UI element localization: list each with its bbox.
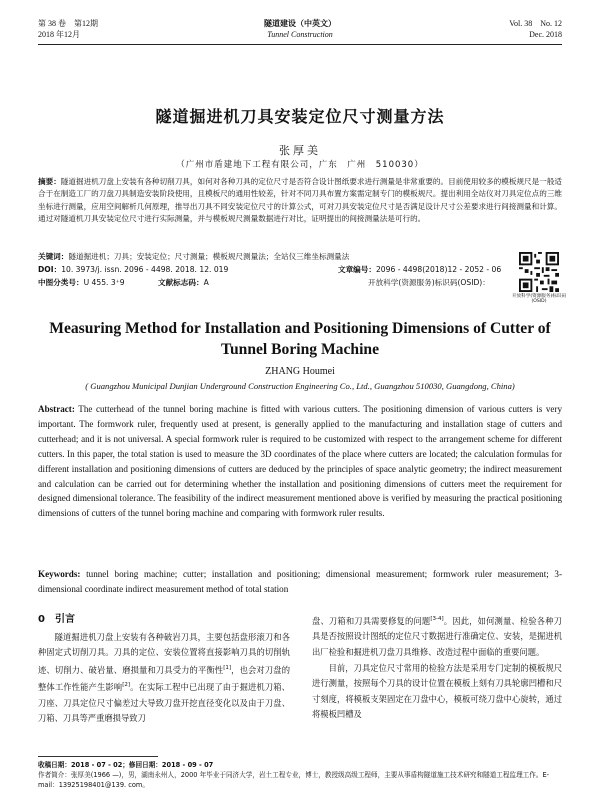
header-date-cn: 2018 年12月 <box>38 30 80 39</box>
osid-label: 开放科学(资源服务)标识码(OSID)： <box>368 278 490 287</box>
footnote-author-bio: 作者简介：张厚美(1966 —)，男，湖南永州人，2000 年毕业于同济大学，岩土工程专业，博士，教授级高级工程师，主要从事盾构隧道施工技术研究和隧道工程监理工作。E-mail：13925198401@139. com。 <box>38 771 550 789</box>
citation-3-4[interactable]: [3-4] <box>430 616 444 622</box>
article-number-label: 文章编号： <box>338 265 376 274</box>
header-journal <box>38 18 562 40</box>
journal-name-en: Tunnel Construction <box>267 30 333 39</box>
journal-name-cn: 隧道建设（中英文） <box>264 19 336 28</box>
header-date-en: Dec. 2018 <box>529 30 562 39</box>
affiliation-en: ( Guangzhou Municipal Dunjian Underground Construction Engineering Co., Ltd., Guangzhou 510030, Guangdong, China) <box>85 381 515 391</box>
body-column-left <box>38 612 290 727</box>
body-column-right <box>312 612 562 723</box>
document-code <box>158 277 209 289</box>
header-vol-no: Vol. 38 No. 12 <box>509 19 562 28</box>
document-code-label: 文献标志码： <box>158 278 204 287</box>
abstract-en <box>38 402 562 521</box>
footnote-dates: 收稿日期：2018 - 07 - 02；修回日期：2018 - 09 - 07 <box>38 761 214 769</box>
intro-paragraph-2: 目前，刀具定位尺寸常用的检验方法是采用专门定制的模板规尺进行测量，按照每个刀具的设计位置在模板上刻有刀具轮廓凹槽和尺寸刻度，将模板支架固定在刀盘中心，模板可绕刀盘中心旋转，通过将模板凹槽及 <box>312 662 562 720</box>
header-volume-issue: 第 38 卷 第12期 <box>38 19 98 28</box>
header-rule <box>38 44 562 45</box>
footnote <box>38 760 562 790</box>
doi-label: DOI： <box>38 265 62 274</box>
intro-p1-tail2: 。在实际工程中已出现了由于掘进机刀箱、刀座、刀具定位尺寸偏差过大导致刀盘开挖直径变化以及由于刀盘、刀箱、刀具等严重磨损导致刀 <box>38 681 290 724</box>
doi <box>38 264 228 276</box>
header-volume-en <box>509 18 562 40</box>
abstract-cn-text: 隧道掘进机刀盘上安装有各种切削刀具，如何对各种刀具的定位尺寸是否符合设计图纸要求进行测量是非常重要的。目前使用较多的模板规尺是一般适合于在制造工厂的刀盘刀具制造安装阶段使用，且模板尺的通用性较差，针对不同刀具布置方案需定制专门的模板规尺。提出利用全站仪对刀具定位点的三维坐标进行测量，应用空间解析几何原理，推导出刀具不同安装定位尺寸的计算公式，可对刀具安装定位尺寸是否满足设计尺寸公差要求进行间接测量和计算。通过对隧道机刀具安装定位尺寸进行实际测量，并与模板规尺测量数据进行对比，证明提出的间接测量法是可行的。 <box>38 177 563 224</box>
intro-paragraph-1 <box>38 630 290 727</box>
author-cn: 张厚美 <box>279 144 321 157</box>
author-en: ZHANG Houmei <box>265 366 335 377</box>
osid-qr-code-icon[interactable] <box>519 252 559 292</box>
keywords-cn-label: 关键词： <box>38 252 69 261</box>
running-header <box>38 18 562 44</box>
article-number <box>338 264 501 276</box>
affiliation-cn: （广州市盾建地下工程有限公司，广东 广州 510030） <box>176 160 424 170</box>
doi-row <box>38 264 508 276</box>
doi-value[interactable]: 10. 3973/j. issn. 2096 - 4498. 2018. 12. 019 <box>61 265 229 274</box>
keywords-en-label: Keywords: <box>38 569 81 579</box>
abstract-en-text: The cutterhead of the tunnel boring machine is fitted with various cutters. The positioning dimension of various cutters is very important. The formwork ruler, frequently used at present, is generally applied to the manufacturing and installation stage of cutters and cutterhead; and it is not universal. A special formwork ruler is required to be customized with respect to the arrangement scheme for different cutters. In this paper, the total station is used to measure the 3D coordinates of the place where cutters are located; the calculation formulas for different installation and positioning dimensions of cutters are deduced by the principles of space analytic geometry; the indirect measurement and calculation can be carried out for determining whether the installation and positioning dimensions of cutters meet the requirement for designed dimensional tolerance. The feasibility of the indirect measurement mentioned above is verified by measuring the practical positioning dimensions of cutters of the tunnel boring machine and comparing with formwork ruler results. <box>38 404 563 519</box>
intro-p1-right-tail: 。因此，如何测量、检验各种刀具是否按照设计图纸的定位尺寸数据进行准确定位、安装，是掘进机出厂检验和掘进机刀盘刀具维修、改造过程中面临的重要问题。 <box>312 615 562 657</box>
abstract-cn <box>38 176 562 226</box>
qr-caption: 开放科学(资源服务)标识码(OSID) <box>511 294 567 304</box>
section-heading-introduction: 0 引言 <box>38 614 75 625</box>
keywords-cn <box>38 251 508 263</box>
keywords-en <box>38 567 562 597</box>
keywords-en-text: tunnel boring machine; cutter; installation and positioning; dimensional measurement; formwork ruler measurement; 3-dimensional coordinate indirect measurement method of total station <box>38 569 563 594</box>
document-code-value: A <box>203 278 209 287</box>
footnote-rule <box>38 756 158 757</box>
classification-row <box>38 277 508 289</box>
title-en: Measuring Method for Installation and Positioning Dimensions of Cutter of Tunnel Boring Machine <box>49 320 551 358</box>
article-number-value: 2096 - 4498(2018)12 - 2052 - 06 <box>375 265 502 274</box>
citation-1[interactable]: [1] <box>223 664 232 671</box>
title-cn: 隧道掘进机刀具安装定位尺寸测量方法 <box>155 107 445 126</box>
clc-label: 中图分类号： <box>38 278 84 287</box>
intro-p1-right-text: 盘、刀箱和刀具需要修复的问题 <box>312 615 431 626</box>
citation-2[interactable]: [2] <box>122 682 130 689</box>
abstract-cn-label: 摘要： <box>38 177 61 186</box>
keywords-cn-text: 隧道掘进机；刀具；安装定位；尺寸测量；模板规尺测量法；全站仪三维坐标测量法 <box>68 252 350 261</box>
intro-paragraph-1-cont <box>312 612 562 661</box>
intro-p1-text: 隧道掘进机刀盘上安装有各种破岩刀具，主要包括盘形滚刀和各种固定式切削刀具。刀具的定位、安装位置将直接影响刀具的切削轨迹、切削力、破岩量、磨损量和刀具受力的平衡性 <box>38 631 290 675</box>
clc-number <box>38 277 125 289</box>
abstract-en-label: Abstract: <box>38 404 75 414</box>
intro-p1-tail: ，也会对刀盘的整体工作性能产生影响 <box>38 664 290 692</box>
clc-value: U 455. 3⁺9 <box>83 278 125 287</box>
